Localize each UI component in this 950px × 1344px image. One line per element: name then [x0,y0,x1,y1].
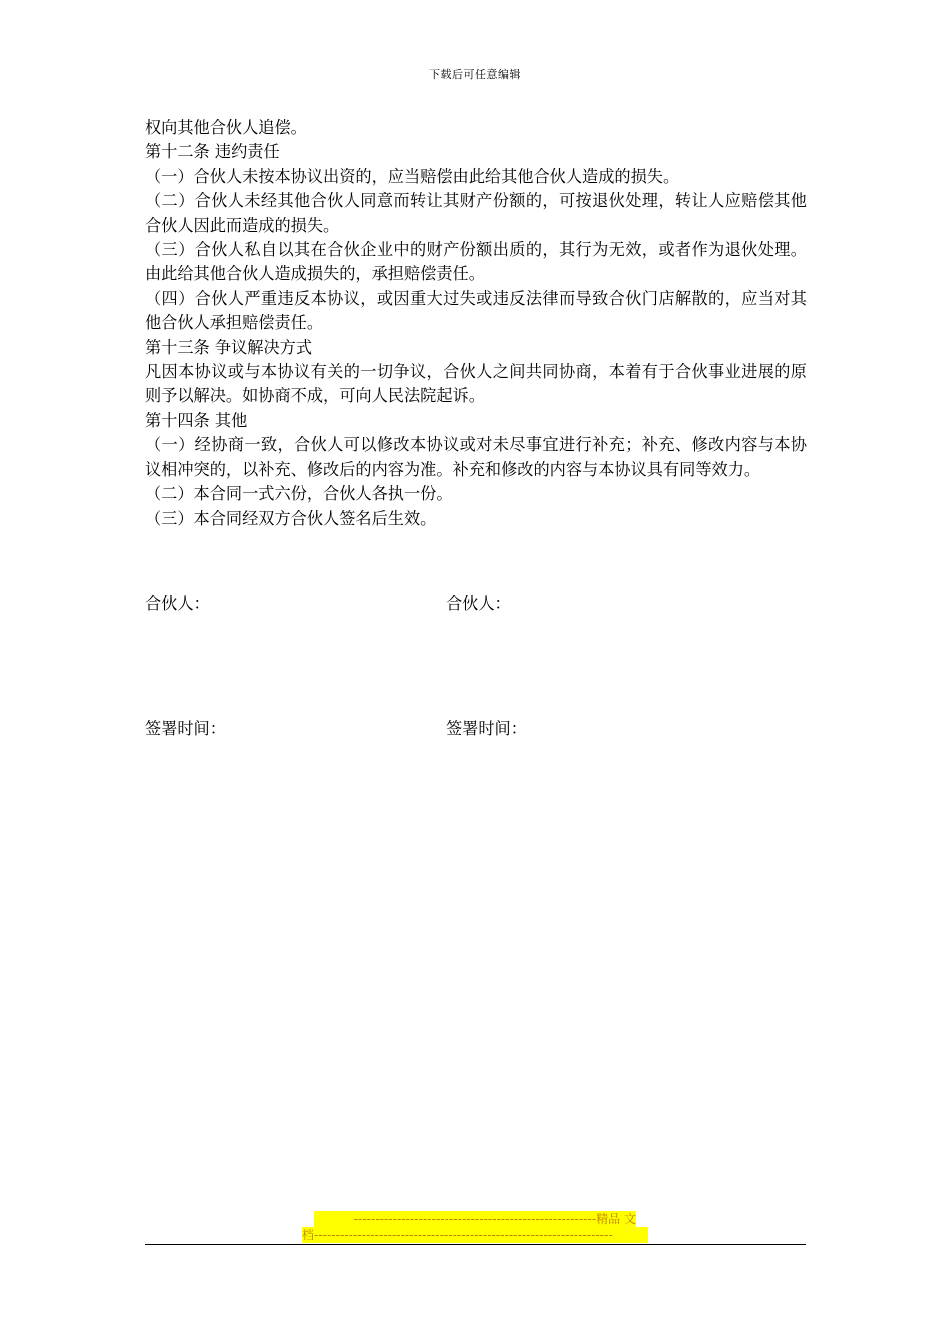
footer-highlight-line-1: --------------------------------------------------------精品 文 [314,1211,636,1227]
paragraph: 凡因本协议或与本协议有关的一切争议，合伙人之间共同协商，本着有于合伙事业进展的原则予以解决。如协商不成，可向人民法院起诉。 [145,362,807,406]
paragraph: （一）合伙人未按本协议出资的，应当赔偿由此给其他合伙人造成的损失。 [145,166,680,186]
paragraph: （二）本合同一式六份，合伙人各执一份。 [145,484,453,504]
paragraph: （二）合伙人未经其他合伙人同意而转让其财产份额的，可按退伙处理，转让人应赔偿其他合伙人因此而造成的损失。 [145,191,807,235]
paragraph: （三）合伙人私自以其在合伙企业中的财产份额出质的，其行为无效，或者作为退伙处理。由此给其他合伙人造成损失的，承担赔偿责任。 [145,240,807,284]
paragraph: （一）经协商一致，合伙人可以修改本协议或对未尽事宜进行补充；补充、修改内容与本协议相冲突的，以补充、修改后的内容为准。补充和修改的内容与本协议具有同等效力。 [145,435,807,479]
partner-label-right: 合伙人： [446,594,511,613]
article-heading: 第十三条 争议解决方式 [145,337,313,357]
signing-date-label-left: 签署时间： [145,719,226,738]
signing-date-label-right: 签署时间： [446,719,527,738]
article-heading: 第十四条 其他 [145,410,248,430]
page-header: 下载后可任意编辑 [429,68,521,81]
document-body [145,116,807,531]
footer-highlight-line-2: 档--------------------------------------------------------------------- [302,1227,648,1243]
paragraph: 权向其他合伙人追偿。 [145,118,307,137]
paragraph: （四）合伙人严重违反本协议，或因重大过失或违反法律而导致合伙门店解散的，应当对其他合伙人承担赔偿责任。 [145,288,807,333]
article-heading: 第十二条 违约责任 [145,142,280,162]
footer-divider [145,1244,806,1245]
paragraph: （三）本合同经双方合伙人签名后生效。 [145,508,437,528]
partner-label-left: 合伙人： [145,594,210,613]
